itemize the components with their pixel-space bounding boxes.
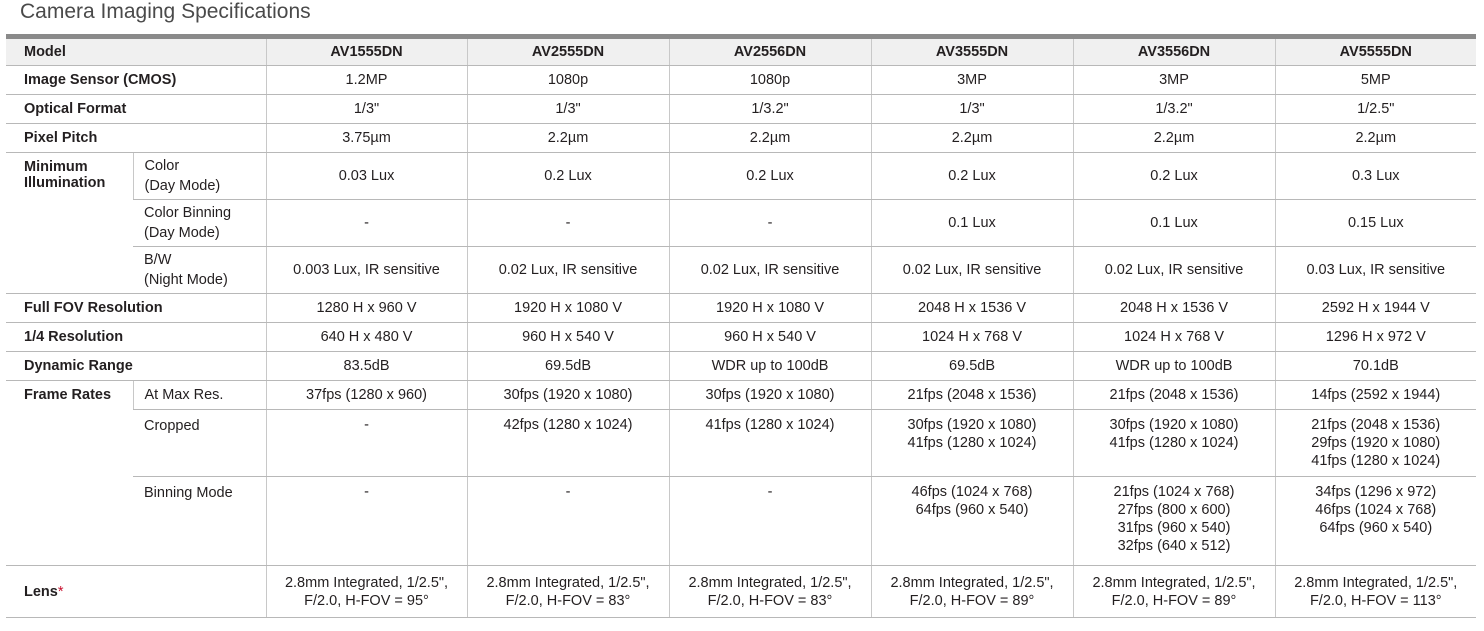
- table-cell: 1/3": [467, 95, 669, 124]
- table-cell: 83.5dB: [266, 352, 467, 381]
- model-header: AV3555DN: [871, 39, 1073, 66]
- table-cell: 0.1 Lux: [1073, 200, 1275, 247]
- table-cell: 0.02 Lux, IR sensitive: [871, 247, 1073, 294]
- table-cell: 2.2µm: [1275, 124, 1476, 153]
- table-cell: [467, 566, 669, 618]
- table-row: [6, 124, 1476, 153]
- table-cell: 69.5dB: [467, 352, 669, 381]
- table-cell: 0.15 Lux: [1275, 200, 1476, 247]
- table-cell: 1080p: [669, 66, 871, 95]
- cell-line: 46fps (1024 x 768): [1315, 502, 1437, 518]
- table-cell: 0.3 Lux: [1275, 153, 1476, 200]
- table-cell: 70.1dB: [1275, 352, 1476, 381]
- table-cell: 2592 H x 1944 V: [1275, 294, 1476, 323]
- table-row: [6, 247, 1476, 294]
- cell-line: 64fps (960 x 540): [1319, 520, 1433, 536]
- table-cell: [871, 410, 1073, 477]
- table-cell: 5MP: [1275, 66, 1476, 95]
- table-row: [6, 66, 1476, 95]
- row-label: Full FOV Resolution: [6, 294, 266, 323]
- table-cell: 0.03 Lux: [266, 153, 467, 200]
- table-cell: [1073, 566, 1275, 618]
- table-cell: 1920 H x 1080 V: [669, 294, 871, 323]
- cell-line: 2.8mm Integrated, 1/2.5",: [1294, 574, 1458, 591]
- table-cell: 0.2 Lux: [871, 153, 1073, 200]
- cell-line: 2.8mm Integrated, 1/2.5",: [1092, 574, 1256, 591]
- table-cell: 0.02 Lux, IR sensitive: [1073, 247, 1275, 294]
- sub-label-line: B/W: [144, 252, 172, 268]
- model-header: AV1555DN: [266, 39, 467, 66]
- table-cell: [871, 566, 1073, 618]
- cell-line: 41fps (1280 x 1024): [705, 417, 835, 433]
- table-cell: -: [669, 200, 871, 247]
- cell-line: 29fps (1920 x 1080): [1311, 435, 1441, 451]
- table-row: [6, 477, 1476, 566]
- table-cell: 2.2µm: [1073, 124, 1275, 153]
- table-cell: [871, 477, 1073, 566]
- table-cell: 30fps (1920 x 1080): [669, 381, 871, 410]
- table-cell: 14fps (2592 x 1944): [1275, 381, 1476, 410]
- header-row: [6, 39, 1476, 66]
- cell-line: 21fps (2048 x 1536): [1311, 417, 1441, 433]
- row-label: Lens: [24, 583, 58, 600]
- table-cell: 37fps (1280 x 960): [266, 381, 467, 410]
- table-cell: 3MP: [871, 66, 1073, 95]
- cell-line: 32fps (640 x 512): [1117, 538, 1231, 554]
- cell-line: F/2.0, H-FOV = 83°: [707, 592, 833, 609]
- row-label: 1/4 Resolution: [6, 323, 266, 352]
- table-cell: -: [467, 200, 669, 247]
- table-row: [6, 200, 1476, 247]
- cell-line: 41fps (1280 x 1024): [1109, 435, 1239, 451]
- model-header: AV3556DN: [1073, 39, 1275, 66]
- table-cell: 21fps (2048 x 1536): [871, 381, 1073, 410]
- table-row: [6, 294, 1476, 323]
- row-label-line: Illumination: [24, 175, 106, 191]
- table-cell: [1073, 410, 1275, 477]
- table-cell: 1024 H x 768 V: [1073, 323, 1275, 352]
- cell-line: 41fps (1280 x 1024): [907, 435, 1037, 451]
- table-cell: -: [266, 200, 467, 247]
- table-cell: 960 H x 540 V: [467, 323, 669, 352]
- table-cell: 1/3": [266, 95, 467, 124]
- table-cell: 2048 H x 1536 V: [1073, 294, 1275, 323]
- table-row: [6, 323, 1476, 352]
- row-label-lens: [6, 566, 266, 618]
- sub-label: Binning Mode: [133, 477, 266, 566]
- cell-line: 64fps (960 x 540): [915, 502, 1029, 518]
- table-cell: [669, 477, 871, 566]
- table-cell: [266, 477, 467, 566]
- table-cell: 2.2µm: [871, 124, 1073, 153]
- table-cell: 1/3.2": [1073, 95, 1275, 124]
- cell-line: 21fps (1024 x 768): [1113, 484, 1235, 500]
- table-cell: 0.2 Lux: [467, 153, 669, 200]
- table-row: [6, 153, 1476, 200]
- page-title: Camera Imaging Specifications: [20, 0, 311, 23]
- table-cell: 0.02 Lux, IR sensitive: [467, 247, 669, 294]
- table-cell: 2048 H x 1536 V: [871, 294, 1073, 323]
- row-label-illumination: [6, 153, 133, 294]
- table-cell: 1296 H x 972 V: [1275, 323, 1476, 352]
- table-cell: [266, 566, 467, 618]
- cell-line: 2.8mm Integrated, 1/2.5",: [284, 574, 449, 591]
- table-cell: [1275, 566, 1476, 618]
- sub-label-line: (Day Mode): [144, 225, 220, 241]
- table-cell: 3MP: [1073, 66, 1275, 95]
- table-cell: [669, 566, 871, 618]
- table-row: [6, 352, 1476, 381]
- table-cell: [266, 410, 467, 477]
- sub-label-line: (Night Mode): [144, 272, 228, 288]
- table-cell: 30fps (1920 x 1080): [467, 381, 669, 410]
- cell-line: 27fps (800 x 600): [1117, 502, 1231, 518]
- table-cell: 1/3": [871, 95, 1073, 124]
- cell-line: 34fps (1296 x 972): [1315, 484, 1437, 500]
- table-cell: 1/3.2": [669, 95, 871, 124]
- table-cell: 1024 H x 768 V: [871, 323, 1073, 352]
- cell-line: -: [364, 484, 369, 500]
- table-row: [6, 410, 1476, 477]
- table-cell: 0.03 Lux, IR sensitive: [1275, 247, 1476, 294]
- cell-line: F/2.0, H-FOV = 95°: [304, 592, 429, 609]
- sub-label-line: Color Binning: [144, 205, 232, 221]
- table-cell: [1073, 477, 1275, 566]
- table-cell: 1/2.5": [1275, 95, 1476, 124]
- cell-line: F/2.0, H-FOV = 83°: [505, 592, 631, 609]
- cell-line: 42fps (1280 x 1024): [503, 417, 633, 433]
- table-cell: 1.2MP: [266, 66, 467, 95]
- table-cell: 2.2µm: [669, 124, 871, 153]
- table-row: [6, 95, 1476, 124]
- row-label: Pixel Pitch: [6, 124, 266, 153]
- table-cell: 21fps (2048 x 1536): [1073, 381, 1275, 410]
- cell-line: 2.8mm Integrated, 1/2.5",: [688, 574, 852, 591]
- model-header: AV2556DN: [669, 39, 871, 66]
- table-cell: 0.003 Lux, IR sensitive: [266, 247, 467, 294]
- table-cell: 2.2µm: [467, 124, 669, 153]
- cell-line: 31fps (960 x 540): [1117, 520, 1231, 536]
- table-cell: 0.2 Lux: [669, 153, 871, 200]
- table-cell: 960 H x 540 V: [669, 323, 871, 352]
- table-cell: [467, 477, 669, 566]
- table-cell: 1080p: [467, 66, 669, 95]
- cell-line: 30fps (1920 x 1080): [907, 417, 1037, 433]
- table-row: [6, 566, 1476, 618]
- cell-line: 30fps (1920 x 1080): [1109, 417, 1239, 433]
- sub-label: Cropped: [133, 410, 266, 477]
- cell-line: 41fps (1280 x 1024): [1311, 453, 1441, 469]
- sub-label: [133, 153, 266, 200]
- table-cell: 0.1 Lux: [871, 200, 1073, 247]
- cell-line: -: [364, 417, 369, 433]
- model-label: Model: [6, 39, 266, 66]
- table-cell: [1275, 477, 1476, 566]
- sub-label-line: (Day Mode): [144, 178, 221, 194]
- table-row: [6, 381, 1476, 410]
- sub-label: At Max Res.: [133, 381, 266, 410]
- row-label-line: Minimum: [24, 159, 88, 175]
- table-cell: WDR up to 100dB: [669, 352, 871, 381]
- cell-line: -: [565, 484, 571, 500]
- cell-line: 46fps (1024 x 768): [911, 484, 1033, 500]
- table-cell: 640 H x 480 V: [266, 323, 467, 352]
- cell-line: -: [767, 484, 773, 500]
- row-label: Optical Format: [6, 95, 266, 124]
- cell-line: 2.8mm Integrated, 1/2.5",: [890, 574, 1054, 591]
- cell-line: F/2.0, H-FOV = 113°: [1309, 592, 1442, 609]
- table-cell: 0.02 Lux, IR sensitive: [669, 247, 871, 294]
- table-cell: 69.5dB: [871, 352, 1073, 381]
- table-cell: [1275, 410, 1476, 477]
- row-label-frame-rates: Frame Rates: [6, 381, 133, 566]
- footnote-asterisk: *: [57, 583, 64, 600]
- cell-line: 2.8mm Integrated, 1/2.5",: [486, 574, 650, 591]
- sub-label: [133, 200, 266, 247]
- table-cell: [669, 410, 871, 477]
- table-cell: [467, 410, 669, 477]
- table-cell: 3.75µm: [266, 124, 467, 153]
- row-label: Dynamic Range: [6, 352, 266, 381]
- specifications-table: [6, 39, 1476, 618]
- sub-label: [133, 247, 266, 294]
- table-cell: 0.2 Lux: [1073, 153, 1275, 200]
- table-cell: 1920 H x 1080 V: [467, 294, 669, 323]
- model-header: AV2555DN: [467, 39, 669, 66]
- cell-line: F/2.0, H-FOV = 89°: [909, 592, 1035, 609]
- model-header: AV5555DN: [1275, 39, 1476, 66]
- row-label: Image Sensor (CMOS): [6, 66, 266, 95]
- table-cell: 1280 H x 960 V: [266, 294, 467, 323]
- table-cell: WDR up to 100dB: [1073, 352, 1275, 381]
- cell-line: F/2.0, H-FOV = 89°: [1111, 592, 1237, 609]
- sub-label-line: Color: [144, 158, 180, 174]
